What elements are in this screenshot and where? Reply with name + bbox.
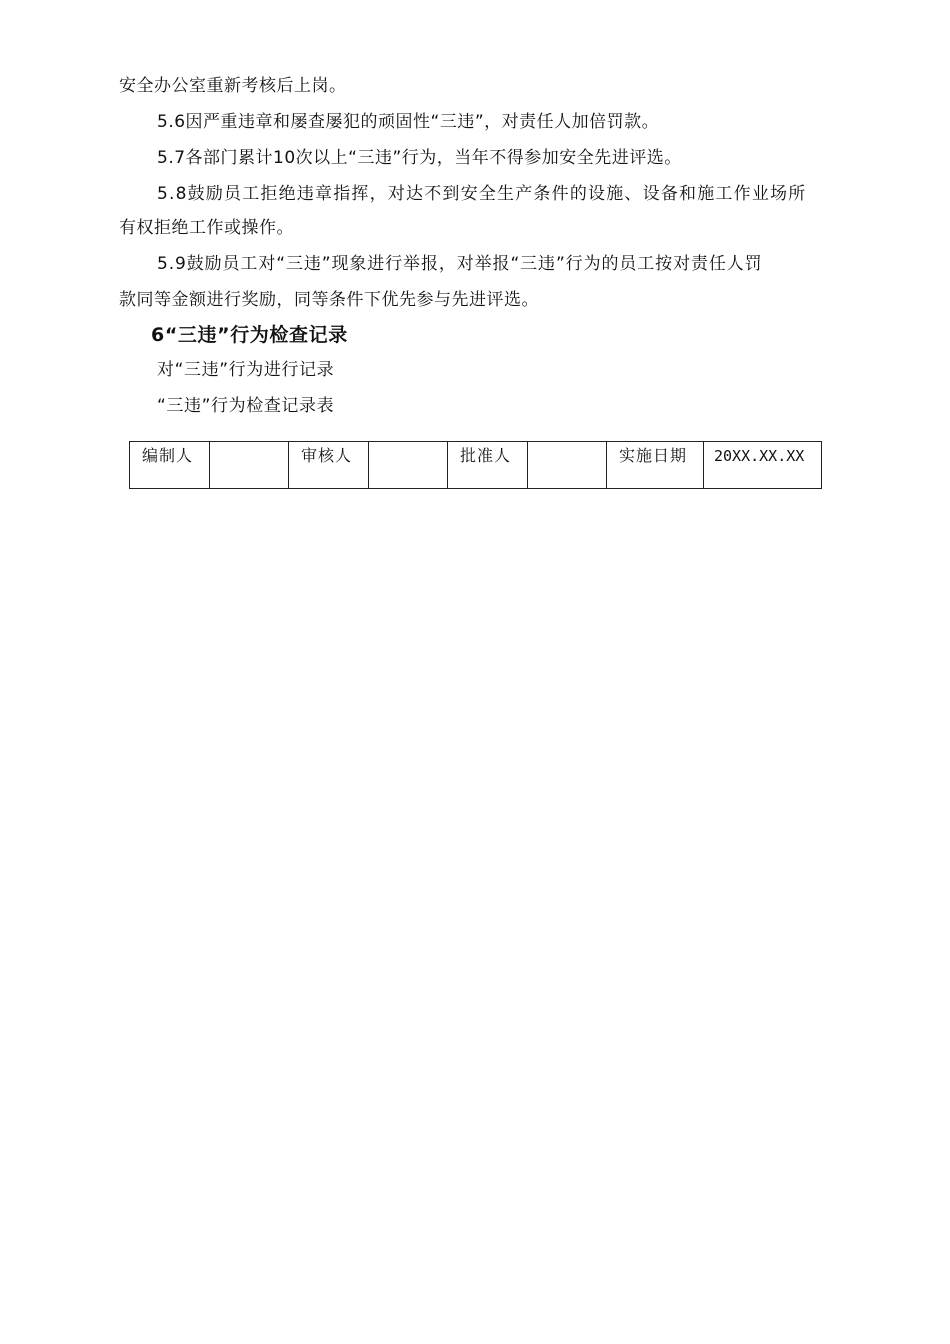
- approval-row: [130, 442, 822, 489]
- section-line-1: 对“三违”行为进行记录: [157, 360, 335, 380]
- date-label: 实施日期: [607, 442, 704, 489]
- clause-5-6: 5.6因严重违章和屡查屡犯的顽固性“三违”，对责任人加倍罚款。: [157, 112, 660, 132]
- clause-5-8-line-2: 有权拒绝工作或操作。: [119, 218, 294, 238]
- reviewer-value: [369, 442, 448, 489]
- compiler-value: [210, 442, 289, 489]
- approver-label: 批准人: [448, 442, 528, 489]
- reviewer-label: 审核人: [289, 442, 369, 489]
- approval-table: [129, 441, 822, 489]
- date-value: 20XX.XX.XX: [704, 442, 822, 489]
- section-heading: 6“三违”行为检查记录: [151, 324, 348, 346]
- record-table-title: “三违”行为检查记录表: [157, 396, 335, 416]
- clause-5-7: 5.7各部门累计10次以上“三违”行为，当年不得参加安全先进评选。: [157, 148, 682, 168]
- body-line-1: 安全办公室重新考核后上岗。: [119, 76, 347, 96]
- approver-value: [528, 442, 607, 489]
- clause-5-9-line-2: 款同等金额进行奖励，同等条件下优先参与先进评选。: [119, 290, 539, 310]
- compiler-label: 编制人: [130, 442, 210, 489]
- clause-5-9-line-1: 5.9鼓励员工对“三违”现象进行举报，对举报“三违”行为的员工按对责任人罚: [157, 254, 763, 274]
- clause-5-8-line-1: 5.8鼓励员工拒绝违章指挥，对达不到安全生产条件的设施、设备和施工作业场所: [157, 184, 807, 204]
